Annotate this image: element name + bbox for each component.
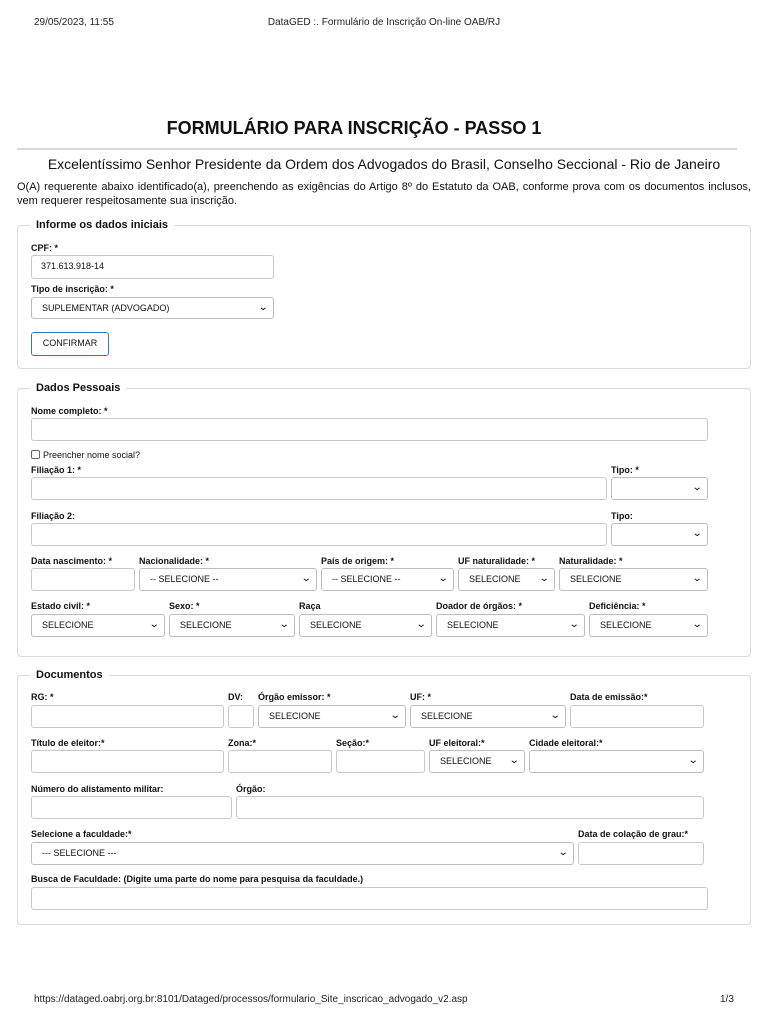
- pais-origem-value: -- SELECIONE --: [332, 574, 401, 584]
- zona-label: Zona:*: [228, 738, 256, 748]
- uf-naturalidade-value: SELECIONE: [469, 574, 521, 584]
- nacionalidade-label: Nacionalidade: *: [139, 556, 210, 566]
- print-page-number: 1/3: [720, 994, 734, 1005]
- chevron-down-icon: ⌄: [691, 528, 703, 539]
- chevron-down-icon: ⌄: [437, 573, 449, 584]
- initial-data-fieldset: [17, 219, 751, 369]
- confirmar-button[interactable]: CONFIRMAR: [31, 332, 109, 356]
- faculdade-label: Selecione a faculdade:*: [31, 829, 132, 839]
- personal-data-legend: Dados Pessoais: [36, 382, 121, 394]
- tipo-inscricao-label: Tipo de inscrição: *: [31, 284, 114, 294]
- uf-select[interactable]: [410, 705, 566, 728]
- deficiencia-select[interactable]: [589, 614, 708, 637]
- raca-select[interactable]: [299, 614, 432, 637]
- pais-origem-label: País de origem: *: [321, 556, 395, 566]
- nacionalidade-select[interactable]: [139, 568, 317, 591]
- chevron-down-icon: ⌄: [508, 755, 520, 766]
- print-url: https://dataged.oabrj.org.br:8101/Dataged/processos/formulario_Site_inscricao_advogado_v2.asp: [34, 994, 468, 1005]
- secao-label: Seção:*: [336, 738, 370, 748]
- uf-eleitoral-label: UF eleitoral:*: [429, 738, 485, 748]
- chevron-down-icon: ⌄: [691, 619, 703, 630]
- orgao-emissor-label: Órgão emissor: *: [258, 692, 331, 702]
- chevron-down-icon: ⌄: [278, 619, 290, 630]
- naturalidade-label: Naturalidade: *: [559, 556, 623, 566]
- print-datetime: 29/05/2023, 11:55: [34, 17, 114, 28]
- documents-legend: Documentos: [36, 669, 103, 681]
- salutation: Excelentíssimo Senhor Presidente da Ordem dos Advogados do Brasil, Conselho Seccional - Rio de Janeiro: [47, 156, 721, 172]
- uf-value: SELECIONE: [421, 711, 473, 721]
- orgao-field[interactable]: [236, 796, 704, 819]
- cpf-field[interactable]: 371.613.918-14: [31, 255, 274, 279]
- naturalidade-select[interactable]: [559, 568, 708, 591]
- doador-orgaos-value: SELECIONE: [447, 620, 499, 630]
- titulo-eleitor-label: Título de eleitor:*: [31, 738, 105, 748]
- title-divider: [17, 148, 737, 150]
- chevron-down-icon: ⌄: [557, 847, 569, 858]
- uf-naturalidade-select[interactable]: [458, 568, 555, 591]
- initial-data-legend: Informe os dados iniciais: [36, 219, 169, 231]
- nome-completo-label: Nome completo: *: [31, 406, 108, 416]
- chevron-down-icon: ⌄: [300, 573, 312, 584]
- colacao-grau-label: Data de colação de grau:*: [578, 829, 689, 839]
- filiacao2-field[interactable]: [31, 523, 607, 546]
- uf-eleitoral-select[interactable]: [429, 750, 525, 773]
- busca-faculdade-field[interactable]: [31, 887, 708, 910]
- zona-field[interactable]: [228, 750, 332, 773]
- naturalidade-value: SELECIONE: [570, 574, 622, 584]
- tipo2-select[interactable]: [611, 523, 708, 546]
- tipo2-label: Tipo:: [611, 511, 633, 521]
- tipo-inscricao-select[interactable]: [31, 297, 274, 319]
- estado-civil-select[interactable]: [31, 614, 165, 637]
- nome-social-label: Preencher nome social?: [43, 450, 141, 460]
- tipo1-label: Tipo: *: [611, 465, 639, 475]
- filiacao2-label: Filiação 2:: [31, 511, 76, 521]
- chevron-down-icon: ⌄: [691, 573, 703, 584]
- secao-field[interactable]: [336, 750, 425, 773]
- cidade-eleitoral-select[interactable]: [529, 750, 704, 773]
- chevron-down-icon: ⌄: [148, 619, 160, 630]
- cidade-eleitoral-label: Cidade eleitoral:*: [529, 738, 603, 748]
- raca-value: SELECIONE: [310, 620, 362, 630]
- rg-label: RG: *: [31, 692, 54, 702]
- doador-orgaos-select[interactable]: [436, 614, 585, 637]
- uf-naturalidade-label: UF naturalidade: *: [458, 556, 536, 566]
- chevron-down-icon: ⌄: [691, 482, 703, 493]
- dv-field[interactable]: [228, 705, 254, 728]
- chevron-down-icon: ⌄: [687, 755, 699, 766]
- deficiencia-label: Deficiência: *: [589, 601, 646, 611]
- uf-label: UF: *: [410, 692, 431, 702]
- estado-civil-label: Estado civil: *: [31, 601, 91, 611]
- sexo-value: SELECIONE: [180, 620, 232, 630]
- estado-civil-value: SELECIONE: [42, 620, 94, 630]
- nome-completo-field[interactable]: [31, 418, 708, 441]
- deficiencia-value: SELECIONE: [600, 620, 652, 630]
- chevron-down-icon: ⌄: [415, 619, 427, 630]
- rg-field[interactable]: [31, 705, 224, 728]
- intro-text: O(A) requerente abaixo identificado(a), preenchendo as exigências do Artigo 8º do Estatuto da OAB, conforme prova com os documentos inclusos, vem requerer respeitosamente sua inscrição.: [17, 181, 751, 207]
- data-emissao-field[interactable]: [570, 705, 704, 728]
- page-title: FORMULÁRIO PARA INSCRIÇÃO - PASSO 1: [166, 118, 542, 138]
- faculdade-value: --- SELECIONE ---: [42, 848, 117, 858]
- pais-origem-select[interactable]: [321, 568, 454, 591]
- chevron-down-icon: ⌄: [538, 573, 550, 584]
- busca-faculdade-label: Busca de Faculdade: (Digite uma parte do nome para pesquisa da faculdade.): [31, 874, 364, 884]
- orgao-emissor-value: SELECIONE: [269, 711, 321, 721]
- doador-orgaos-label: Doador de órgãos: *: [436, 601, 523, 611]
- uf-eleitoral-value: SELECIONE: [440, 756, 492, 766]
- colacao-grau-field[interactable]: [578, 842, 704, 865]
- orgao-label: Órgão:: [236, 784, 266, 794]
- cpf-label: CPF: *: [31, 243, 58, 253]
- filiacao1-label: Filiação 1: *: [31, 465, 82, 475]
- faculdade-select[interactable]: [31, 842, 574, 865]
- data-emissao-label: Data de emissão:*: [570, 692, 648, 702]
- raca-label: Raça: [299, 601, 321, 611]
- sexo-select[interactable]: [169, 614, 295, 637]
- tipo-inscricao-value: SUPLEMENTAR (ADVOGADO): [42, 303, 170, 313]
- orgao-emissor-select[interactable]: [258, 705, 406, 728]
- titulo-eleitor-field[interactable]: [31, 750, 224, 773]
- tipo1-select[interactable]: [611, 477, 708, 500]
- data-nascimento-field[interactable]: [31, 568, 135, 591]
- filiacao1-field[interactable]: [31, 477, 607, 500]
- nome-social-checkbox[interactable]: [31, 450, 40, 459]
- data-nascimento-label: Data nascimento: *: [31, 556, 113, 566]
- alistamento-militar-field[interactable]: [31, 796, 232, 819]
- print-page-title: DataGED :. Formulário de Inscrição On-line OAB/RJ: [267, 17, 501, 28]
- chevron-down-icon: ⌄: [257, 302, 269, 313]
- chevron-down-icon: ⌄: [549, 710, 561, 721]
- chevron-down-icon: ⌄: [389, 710, 401, 721]
- nacionalidade-value: -- SELECIONE --: [150, 574, 219, 584]
- dv-label: DV:: [228, 692, 244, 702]
- chevron-down-icon: ⌄: [568, 619, 580, 630]
- alistamento-militar-label: Número do alistamento militar:: [31, 784, 164, 794]
- sexo-label: Sexo: *: [169, 601, 200, 611]
